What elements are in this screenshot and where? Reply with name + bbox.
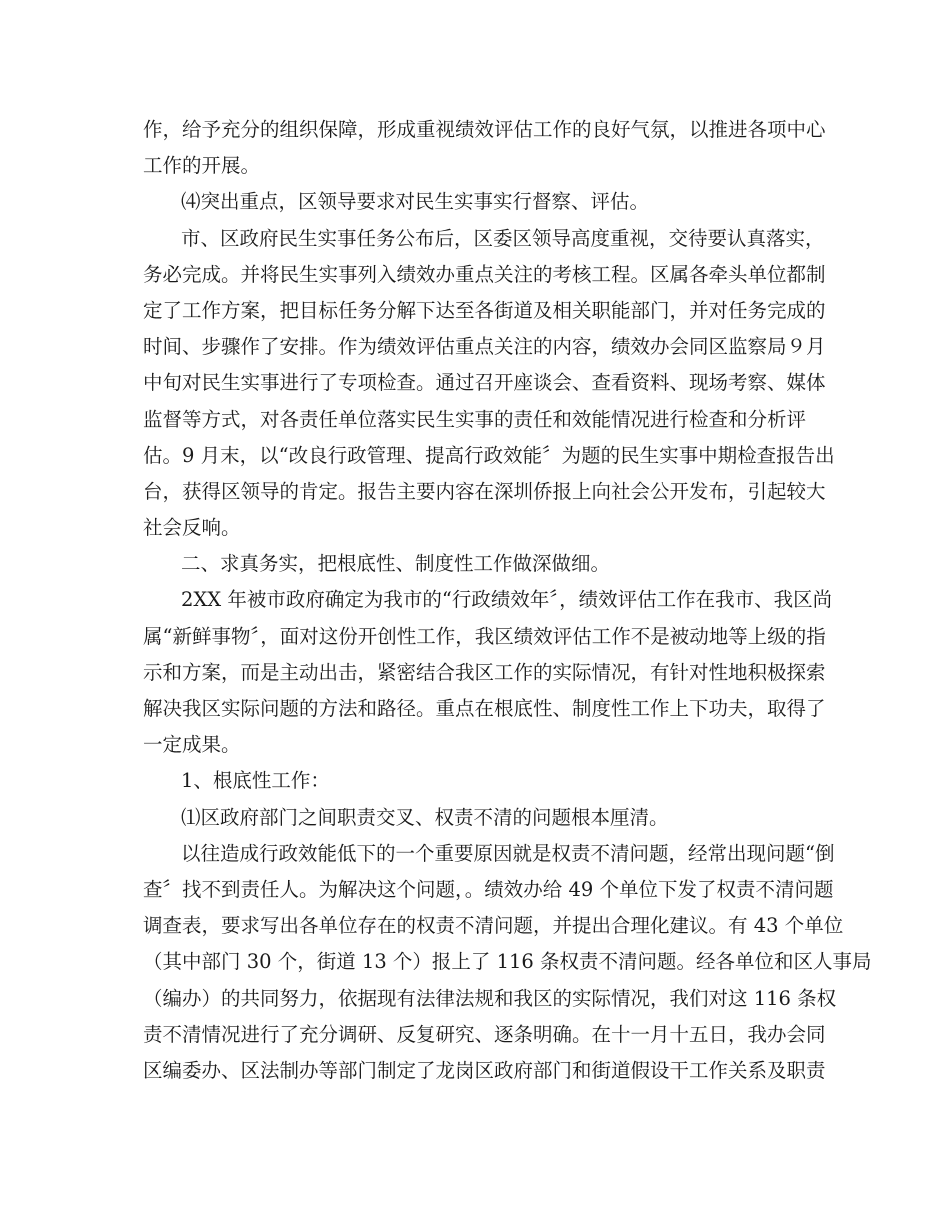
text-line: 监督等方式，对各责任单位落实民生实事的责任和效能情况进行检查和分析评: [143, 407, 807, 431]
text-line: 中旬对民生实事进行了专项检查。通过召开座谈会、查看资料、现场考察、媒体: [143, 371, 826, 395]
text-line: ⑷突出重点，区领导要求对民生实事实行督察、评估。: [181, 190, 650, 214]
text-line: 工作的开展。: [143, 154, 261, 178]
text-line: 作，给予充分的组织保障，形成重视绩效评估工作的良好气氛，以推进各项中心: [143, 118, 826, 141]
text-line: 定了工作方案，把目标任务分解下达至各街道及相关职能部门，并对任务完成的: [143, 298, 826, 322]
text-line: ⑴区政府部门之间职责交叉、权责不清的问题根本厘清。: [181, 805, 669, 829]
text-line: 责不清情况进行了充分调研、反复研究、逐条明确。在十一月十五日，我办会同: [143, 1022, 826, 1046]
text-line: 务必完成。并将民生实事列入绩效办重点关注的考核工程。区属各牵头单位都制: [143, 262, 826, 286]
text-line: 市、区政府民生实事任务公布后，区委区领导高度重视，交待要认真落实，: [181, 226, 825, 250]
text-line: 二、求真务实，把根底性、制度性工作做深做细。: [181, 552, 611, 576]
text-line: 2XX 年被市政府确定为我市的“行政绩效年〞，绩效评估工作在我市、我区尚: [181, 588, 833, 612]
text-line: 以往造成行政效能低下的一个重要原因就是权责不清问题，经常出现问题“倒: [181, 841, 835, 865]
text-line: 1、根底性工作：: [181, 769, 330, 793]
text-line: 调查表，要求写出各单位存在的权责不清问题，并提出合理化建议。有 43 个单位: [143, 914, 844, 938]
text-line: （编办）的共同努力，依据现有法律法规和我区的实际情况，我们对这 116 条权: [143, 986, 837, 1010]
text-line: 示和方案，而是主动出击，紧密结合我区工作的实际情况，有针对性地积极探索: [143, 660, 826, 684]
document-body: [143, 112, 872, 1089]
text-line: （其中部门 30 个，街道 13 个）报上了 116 条权责不清问题。经各单位和区人事局: [143, 950, 872, 974]
text-line: 社会反响。: [143, 516, 241, 540]
text-line: 时间、步骤作了安排。作为绩效评估重点关注的内容，绩效办会同区监察局９月: [143, 335, 826, 359]
text-line: 查〞找不到责任人。为解决这个问题，。绩效办给 49 个单位下发了权责不清问题: [143, 877, 834, 901]
text-line: 属“新鲜事物〞，面对这份开创性工作，我区绩效评估工作不是被动地等上级的指: [143, 624, 826, 648]
text-line: 估。9 月末，以“改良行政管理、提高行政效能〞为题的民生实事中期检查报告出: [143, 443, 835, 467]
text-line: 台，获得区领导的肯定。报告主要内容在深圳侨报上向社会公开发布，引起较大: [143, 479, 826, 503]
text-line: 一定成果。: [143, 733, 241, 757]
text-line: 区编委办、区法制办等部门制定了龙岗区政府部门和街道假设干工作关系及职责: [143, 1058, 826, 1082]
text-line: 解决我区实际问题的方法和路径。重点在根底性、制度性工作上下功夫，取得了: [143, 697, 826, 720]
